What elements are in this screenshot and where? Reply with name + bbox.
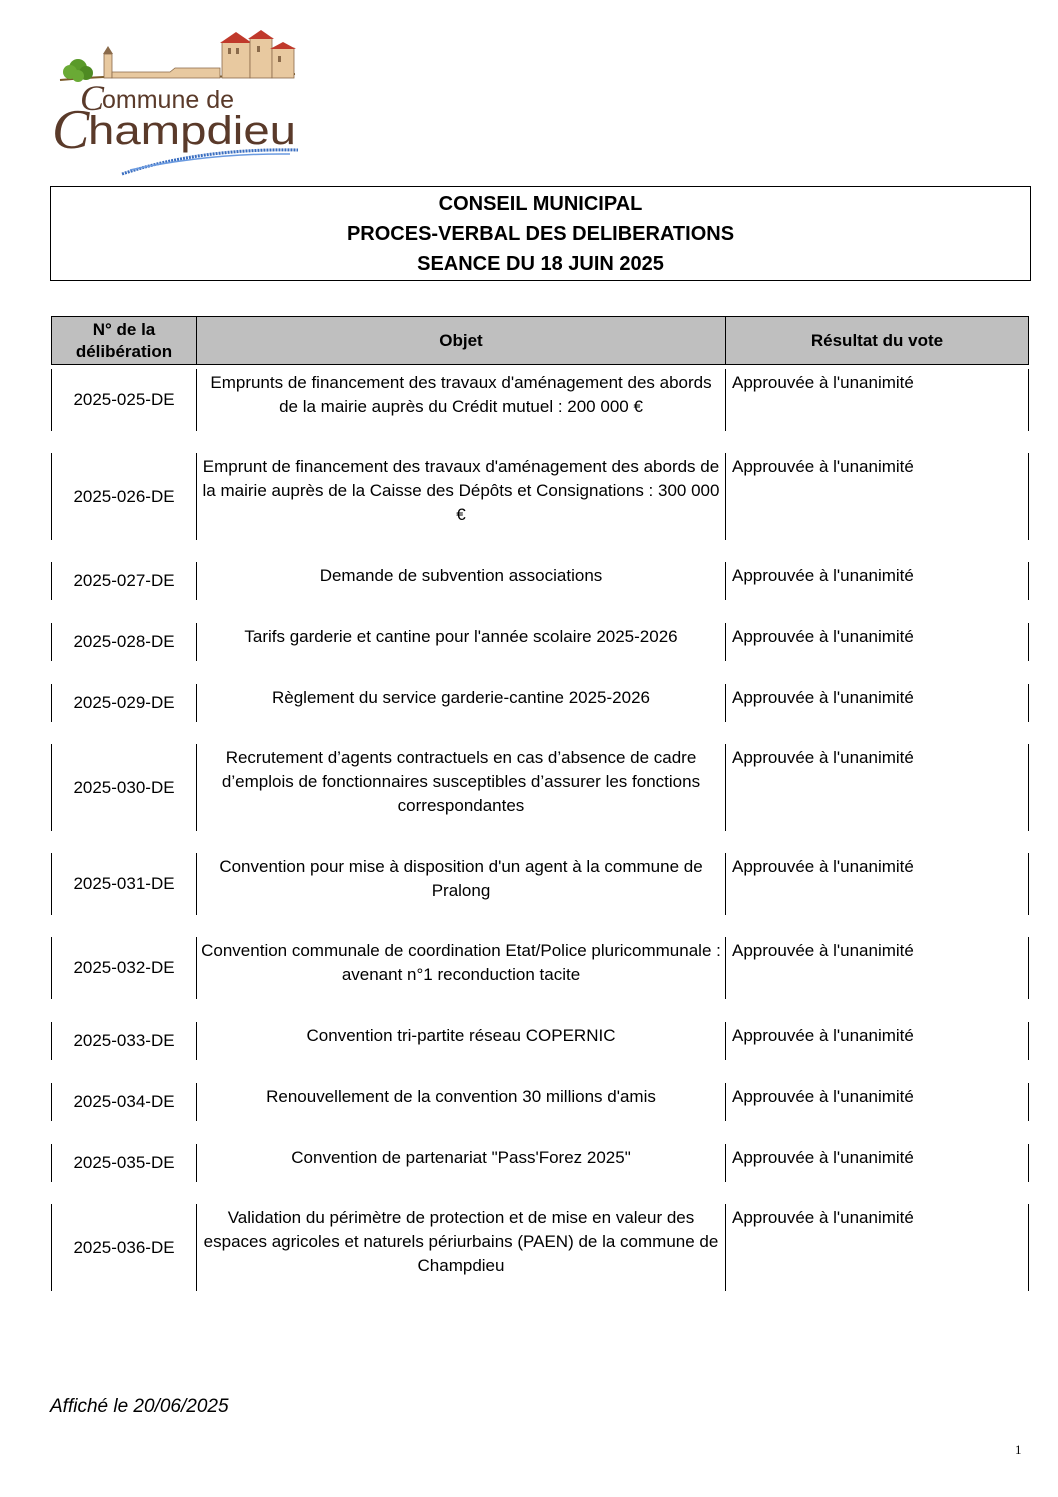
- table-row: [51, 1204, 1029, 1291]
- title-box: [50, 186, 1031, 281]
- table-row: [51, 623, 1029, 661]
- row-objet: Recrutement d’agents contractuels en cas d’absence de cadre d’emplois de fonctionnaires susceptibles d’assurer les fonctions correspondantes: [196, 744, 725, 831]
- row-resultat: Approuvée à l'unanimité: [725, 937, 1029, 999]
- row-numero: 2025-030-DE: [51, 744, 196, 831]
- row-objet: Convention pour mise à disposition d'un agent à la commune de Pralong: [196, 853, 725, 915]
- row-objet: Tarifs garderie et cantine pour l'année scolaire 2025-2026: [196, 623, 725, 661]
- title-conseil-municipal: CONSEIL MUNICIPAL: [438, 192, 643, 215]
- row-numero: 2025-031-DE: [51, 853, 196, 915]
- header-objet: Objet: [197, 317, 726, 364]
- logo-initial-1: C: [80, 78, 105, 118]
- row-objet: Renouvellement de la convention 30 millions d'amis: [196, 1083, 725, 1121]
- row-objet: Validation du périmètre de protection et de mise en valeur des espaces agricoles et naturels périurbains (PAEN) de la commune de Champdieu: [196, 1204, 725, 1291]
- row-resultat: Approuvée à l'unanimité: [725, 623, 1029, 661]
- row-resultat: Approuvée à l'unanimité: [725, 1022, 1029, 1060]
- row-numero: 2025-027-DE: [51, 562, 196, 600]
- table-row: [51, 684, 1029, 722]
- row-objet: Convention de partenariat "Pass'Forez 2025": [196, 1144, 725, 1182]
- row-objet: Convention communale de coordination Etat/Police pluricommunale : avenant n°1 reconduction tacite: [196, 937, 725, 999]
- row-resultat: Approuvée à l'unanimité: [725, 1144, 1029, 1182]
- page-number: 1: [1015, 1442, 1022, 1457]
- table-row: [51, 744, 1029, 831]
- row-objet: Règlement du service garderie-cantine 2025-2026: [196, 684, 725, 722]
- row-resultat: Approuvée à l'unanimité: [725, 1083, 1029, 1121]
- row-objet: Convention tri-partite réseau COPERNIC: [196, 1022, 725, 1060]
- logo-initial-2: C: [52, 99, 90, 161]
- row-resultat: Approuvée à l'unanimité: [725, 1204, 1029, 1291]
- row-numero: 2025-035-DE: [51, 1144, 196, 1182]
- row-numero: 2025-033-DE: [51, 1022, 196, 1060]
- row-objet: Emprunts de financement des travaux d'aménagement des abords de la mairie auprès du Crédit mutuel : 200 000 €: [196, 369, 725, 431]
- table-row: [51, 1022, 1029, 1060]
- table-header: [51, 316, 1029, 365]
- header-numero: N° de la délibération: [52, 317, 197, 364]
- table-row: [51, 562, 1029, 600]
- title-seance: SEANCE DU 18 JUIN 2025: [417, 252, 664, 275]
- table-row: [51, 1083, 1029, 1121]
- logo-line-2: hampdieu: [88, 109, 296, 153]
- table-row: [51, 853, 1029, 915]
- table-row: [51, 1144, 1029, 1182]
- header-resultat: Résultat du vote: [810, 330, 944, 350]
- row-objet: Demande de subvention associations: [196, 562, 725, 600]
- row-resultat: Approuvée à l'unanimité: [725, 684, 1029, 722]
- logo-line-1: ommune de: [102, 86, 235, 114]
- row-numero: 2025-032-DE: [51, 937, 196, 999]
- table-row: [51, 453, 1029, 540]
- table-row: [51, 937, 1029, 999]
- footer-date: Affiché le 20/06/2025: [50, 1396, 229, 1417]
- row-resultat: Approuvée à l'unanimité: [725, 744, 1029, 831]
- row-numero: 2025-026-DE: [51, 453, 196, 540]
- row-numero: 2025-028-DE: [51, 623, 196, 661]
- row-numero: 2025-029-DE: [51, 684, 196, 722]
- row-resultat: Approuvée à l'unanimité: [725, 453, 1029, 540]
- row-resultat: Approuvée à l'unanimité: [725, 562, 1029, 600]
- row-resultat: Approuvée à l'unanimité: [725, 853, 1029, 915]
- row-numero: 2025-025-DE: [51, 369, 196, 431]
- row-objet: Emprunt de financement des travaux d'aménagement des abords de la mairie auprès de la Caisse des Dépôts et Consignations : 300 000 €: [196, 453, 725, 540]
- table-row: [51, 369, 1029, 431]
- champdieu-logo: [50, 28, 305, 180]
- row-numero: 2025-036-DE: [51, 1204, 196, 1291]
- church-icon: [220, 30, 296, 78]
- row-numero: 2025-034-DE: [51, 1083, 196, 1121]
- title-proces-verbal: PROCES-VERBAL DES DELIBERATIONS: [346, 222, 735, 245]
- row-resultat: Approuvée à l'unanimité: [725, 369, 1029, 431]
